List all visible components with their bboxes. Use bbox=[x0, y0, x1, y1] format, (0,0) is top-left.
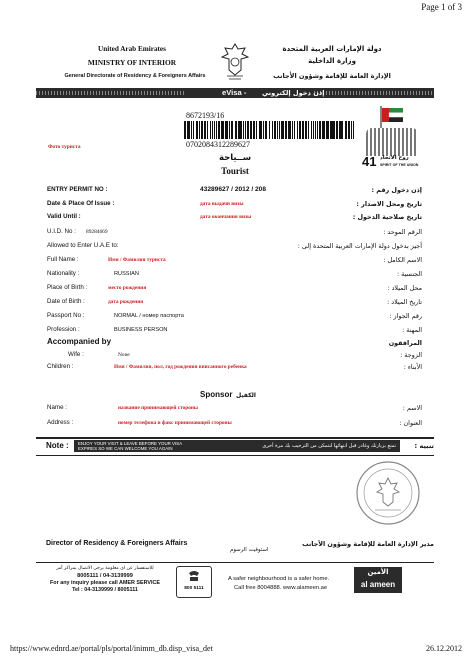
note-box bbox=[74, 440, 400, 452]
crowd-graphic bbox=[366, 128, 418, 156]
children-value: Имя / Фамилия, пол, год рождения вписанного ребенка bbox=[114, 364, 247, 370]
place-birth-value: место рождения bbox=[108, 285, 147, 291]
header-country-en: United Arab Emirates bbox=[98, 45, 166, 53]
evisa-banner bbox=[36, 88, 434, 98]
page-number: Page 1 of 3 bbox=[421, 2, 462, 12]
date-birth-label-ar: تاريخ الميلاد : bbox=[387, 298, 422, 306]
note-bottom-rule bbox=[36, 455, 434, 456]
barcode-bottom-number: 0702084312289627 bbox=[186, 140, 250, 149]
ameen-line-2: Call free 8004888. www.alameen.ae bbox=[234, 585, 328, 591]
banner-text-ar: إذن دخول إلكتروني bbox=[262, 89, 325, 97]
uid-label-ar: الرقم الموحد : bbox=[383, 228, 422, 236]
ameen-line-1: A safer neighbourhood is a safer home. bbox=[228, 576, 330, 582]
banner-text-en: eVisa - bbox=[222, 88, 247, 97]
place-birth-label: Place of Birth : bbox=[47, 284, 88, 291]
barcode-bar bbox=[245, 121, 246, 139]
nationality-label: Nationality : bbox=[47, 270, 80, 277]
sponsor-title-ar: الكفيل bbox=[236, 392, 256, 399]
barcode-bar bbox=[341, 121, 343, 139]
nationality-value: RUSSIAN bbox=[114, 271, 139, 277]
barcode-bar bbox=[300, 121, 301, 139]
spirit-of-union-logo bbox=[362, 106, 422, 178]
allowed-label-ar: أجيز بدخول دولة الإمارات العربية المتحدة إلى : bbox=[297, 242, 422, 250]
barcode-bar bbox=[212, 121, 213, 139]
logo-caption-en: SPIRIT OF THE UNION bbox=[380, 163, 419, 167]
al-ameen-name-ar: الأمين bbox=[367, 568, 389, 576]
barcode-bar bbox=[222, 121, 224, 139]
barcode-bar bbox=[199, 121, 200, 139]
al-ameen-name-en: al ameen bbox=[360, 580, 396, 589]
barcode-bar bbox=[274, 121, 276, 139]
barcode-bar bbox=[302, 121, 304, 139]
barcode-bar bbox=[313, 121, 314, 139]
barcode-bar bbox=[346, 121, 347, 139]
phone-icon bbox=[187, 570, 201, 582]
barcode-bar bbox=[193, 121, 195, 139]
sponsor-address-label-ar: العنوان : bbox=[399, 419, 422, 427]
barcode-bar bbox=[308, 121, 310, 139]
wife-label: Wife : bbox=[68, 351, 84, 358]
note-line-2: EXPIRES SO WE CAN WELCOME YOU AGAIN bbox=[78, 446, 173, 451]
barcode-bar bbox=[327, 121, 329, 139]
uid-label: U.I.D. No : bbox=[47, 228, 76, 235]
amer-badge-number: 800 5111 bbox=[184, 586, 204, 591]
header-ministry-ar: وزارة الداخلية bbox=[308, 57, 356, 65]
barcode-bar bbox=[188, 121, 190, 139]
barcode-bar bbox=[266, 121, 267, 139]
photo-label: Фото туриста bbox=[48, 144, 81, 150]
barcode-bar bbox=[256, 121, 258, 139]
barcode-bar bbox=[269, 121, 271, 139]
amer-phone-top: 8005111 / 04-3139999 bbox=[77, 573, 133, 579]
director-title-ar: مدير الإدارة العامة للإقامة وشؤون الأجانب bbox=[302, 540, 434, 548]
barcode-bar bbox=[345, 121, 346, 139]
date-birth-label: Date of Birth : bbox=[47, 298, 85, 305]
allowed-label: Allowed to Enter U.A.E to: bbox=[47, 242, 119, 249]
note-text-ar: تمتع بزيارتك وغادر قبل انتهائها لنتمكن من الترحيب بك مرة أخرى bbox=[262, 443, 396, 449]
sponsor-name-value: название принимающей стороны bbox=[118, 405, 199, 411]
full-name-label: Full Name : bbox=[47, 256, 79, 263]
barcode-bar bbox=[353, 121, 354, 139]
barcode-bar bbox=[277, 121, 278, 139]
passport-label-ar: رقم الجواز : bbox=[389, 312, 422, 320]
barcode-bar bbox=[333, 121, 334, 139]
amer-phone: Tel : 04-3139999 / 8005111 bbox=[72, 587, 138, 593]
note-line-1: ENJOY YOUR VISIT & LEAVE BEFORE YOUR VISA bbox=[78, 440, 183, 446]
note-top-rule bbox=[36, 437, 434, 439]
entry-permit-label: ENTRY PERMIT NO : bbox=[47, 186, 108, 193]
official-seal-icon bbox=[355, 460, 421, 526]
director-title-en: Director of Residency & Foreigners Affairs bbox=[46, 540, 188, 547]
footer-top-rule bbox=[36, 562, 434, 563]
full-name-value: Имя / Фамилия туриста bbox=[108, 257, 166, 263]
barcode-bar bbox=[210, 121, 211, 139]
header-country-ar: دولة الإمارات العربية المتحدة bbox=[282, 45, 382, 53]
fees-paid-stamp-ar: استوفيت الرسوم bbox=[230, 547, 269, 553]
accompanied-title-ar: المرافقون bbox=[388, 339, 422, 347]
print-url: https://www.ednrd.ae/portal/pls/portal/inimm_db.disp_visa_det bbox=[10, 644, 213, 653]
barcode-bar bbox=[311, 121, 312, 139]
logo-caption-ar: روح الاتحاد bbox=[380, 155, 409, 161]
barcode-bar bbox=[235, 121, 237, 139]
header-directorate-ar: الإدارة العامة للإقامة وشؤون الأجانب bbox=[273, 72, 391, 80]
barcode-bar bbox=[207, 121, 209, 139]
entry-permit-value: 43289627 / 2012 / 208 bbox=[200, 186, 266, 193]
children-label: Children : bbox=[47, 363, 74, 370]
sponsor-name-label: Name : bbox=[47, 404, 67, 411]
barcode-top-number: 8672193/16 bbox=[186, 111, 225, 120]
date-place-issue-label: Date & Place Of Issue : bbox=[47, 200, 115, 207]
barcode-bar bbox=[294, 121, 296, 139]
visa-type-en: Tourist bbox=[221, 166, 249, 176]
barcode-bar bbox=[243, 121, 244, 139]
date-place-issue-value: дата выдачи визы bbox=[200, 201, 244, 207]
amer-badge bbox=[176, 566, 212, 598]
passport-value: NORMAL / номер паспорта bbox=[114, 313, 184, 319]
sponsor-address-label: Address : bbox=[47, 419, 74, 426]
accompanied-title: Accompanied by bbox=[47, 337, 112, 346]
amer-info-en: For any inquiry please call AMER SERVICE bbox=[50, 580, 160, 586]
al-ameen-logo bbox=[354, 567, 402, 593]
children-label-ar: الأبناء : bbox=[403, 363, 422, 371]
amer-info-ar: للاستفسار عن اي معلومة يرجى الاتصال بمراكز آمر bbox=[56, 566, 154, 571]
barcode-bar bbox=[240, 121, 242, 139]
barcode-bar bbox=[232, 121, 233, 139]
flag-icon bbox=[378, 106, 404, 128]
profession-value: BUSINESS PERSON bbox=[114, 327, 168, 333]
banner-stripe-left bbox=[36, 91, 186, 95]
note-label-ar: تنبيه : bbox=[414, 442, 434, 450]
profession-label: Profession : bbox=[47, 326, 80, 333]
wife-label-ar: الزوجة : bbox=[400, 351, 422, 359]
barcode-bar bbox=[279, 121, 280, 139]
barcode-bar bbox=[336, 121, 338, 139]
valid-until-value: дата окончания визы bbox=[200, 214, 252, 220]
barcode-bar bbox=[201, 121, 203, 139]
valid-until-label-ar: تاريخ صلاحية الدخول : bbox=[352, 213, 422, 221]
visa-barcode bbox=[184, 121, 354, 139]
sponsor-name-label-ar: الاسم : bbox=[402, 404, 422, 412]
uid-value: 89284669 bbox=[86, 229, 108, 235]
date-place-issue-label-ar: تاريخ ومحل الاصدار : bbox=[356, 200, 422, 208]
sponsor-address-value: номер телефона и факс принимающей стороны bbox=[118, 420, 232, 426]
sponsor-title: Sponsor bbox=[200, 390, 233, 399]
date-birth-value: дата рождения bbox=[108, 299, 144, 305]
visa-type-ar: ســياحة bbox=[218, 153, 252, 163]
header-directorate-en: General Directorate of Residency & Foreigners Affairs bbox=[64, 73, 206, 79]
valid-until-label: Valid Until : bbox=[47, 213, 81, 220]
passport-label: Passport No : bbox=[47, 312, 85, 319]
barcode-bar bbox=[323, 121, 325, 139]
uae-emblem-icon bbox=[221, 42, 249, 82]
barcode-bar bbox=[260, 121, 262, 139]
banner-stripe-right bbox=[314, 91, 434, 95]
print-date: 26.12.2012 bbox=[426, 644, 462, 653]
nationality-label-ar: الجنسية : bbox=[396, 270, 422, 278]
barcode-bar bbox=[289, 121, 291, 139]
note-label: Note : bbox=[46, 441, 69, 450]
wife-value: None bbox=[118, 352, 130, 358]
profession-label-ar: المهنة : bbox=[402, 326, 422, 334]
logo-number: 41 bbox=[362, 154, 377, 169]
entry-permit-label-ar: إذن دخول رقم : bbox=[371, 186, 422, 194]
header-ministry-en: MINISTRY OF INTERIOR bbox=[87, 58, 177, 67]
full-name-label-ar: الاسم الكامل : bbox=[383, 256, 422, 264]
place-birth-label-ar: محل الميلاد : bbox=[387, 284, 422, 292]
barcode-bar bbox=[226, 121, 228, 139]
